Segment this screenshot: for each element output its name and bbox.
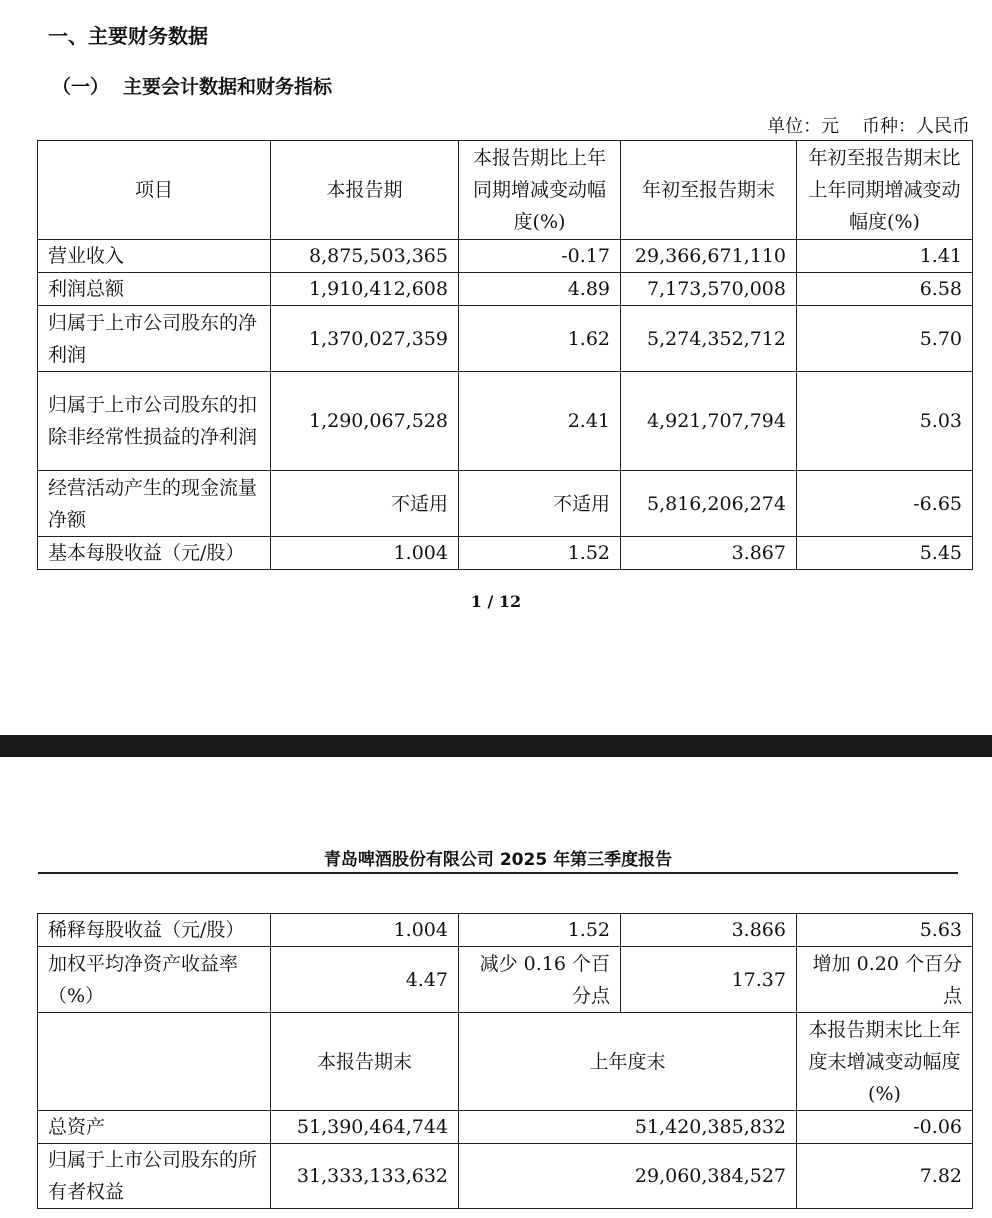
row-ytd: 3.866: [621, 914, 797, 947]
row-ytd-change: 6.58: [797, 273, 973, 306]
header-prior-year-end: 上年度末: [459, 1013, 797, 1111]
row-change: -0.06: [797, 1111, 973, 1144]
row-change: 4.89: [459, 273, 621, 306]
table-header-row: [38, 141, 973, 240]
table-row: [38, 306, 973, 372]
row-ytd: 4,921,707,794: [621, 372, 797, 471]
header-current-period: 本报告期: [271, 141, 459, 240]
row-current-end: 51,390,464,744: [271, 1111, 459, 1144]
row-current: 1,290,067,528: [271, 372, 459, 471]
financial-data-table-continued: [37, 913, 973, 1209]
row-item: 稀释每股收益（元/股）: [38, 914, 271, 947]
row-ytd-change: 增加 0.20 个百分点: [797, 947, 973, 1013]
subsection-text: 主要会计数据和财务指标: [123, 76, 333, 98]
header-empty: [38, 1013, 271, 1111]
row-current: 4.47: [271, 947, 459, 1013]
row-item: 加权平均净资产收益率（%）: [38, 947, 271, 1013]
row-ytd: 29,366,671,110: [621, 240, 797, 273]
row-ytd: 5,816,206,274: [621, 471, 797, 537]
row-change: 1.52: [459, 914, 621, 947]
header-item: 项目: [38, 141, 271, 240]
row-current: 1,370,027,359: [271, 306, 459, 372]
row-change: 1.52: [459, 537, 621, 570]
row-ytd-change: 1.41: [797, 240, 973, 273]
financial-data-table: [37, 140, 973, 570]
row-change: 减少 0.16 个百分点: [459, 947, 621, 1013]
row-item: 营业收入: [38, 240, 271, 273]
header-current-end: 本报告期末: [271, 1013, 459, 1111]
row-current: 不适用: [271, 471, 459, 537]
row-ytd: 3.867: [621, 537, 797, 570]
row-ytd-change: 5.63: [797, 914, 973, 947]
unit-label: 单位：元: [767, 116, 840, 137]
subsection-title: [52, 72, 332, 99]
currency-label: 币种：人民币: [862, 116, 970, 137]
header-balance-change: 本报告期末比上年度末增减变动幅度(%): [797, 1013, 973, 1111]
header-ytd: 年初至报告期末: [621, 141, 797, 240]
subsection-number: （一）: [52, 76, 110, 98]
table-row: [38, 240, 973, 273]
row-item: 归属于上市公司股东的扣除非经常性损益的净利润: [38, 372, 271, 471]
row-item: 归属于上市公司股东的所有者权益: [38, 1144, 271, 1209]
row-ytd: 17.37: [621, 947, 797, 1013]
row-ytd: 5,274,352,712: [621, 306, 797, 372]
table-row: [38, 1111, 973, 1144]
row-current: 1,910,412,608: [271, 273, 459, 306]
row-ytd: 7,173,570,008: [621, 273, 797, 306]
row-change: 1.62: [459, 306, 621, 372]
header-period-change: 本报告期比上年同期增减变动幅度(%): [459, 141, 621, 240]
report-header: 青岛啤酒股份有限公司 2025 年第三季度报告: [323, 850, 673, 870]
table-row: [38, 273, 973, 306]
table-row: [38, 1144, 973, 1209]
table-row: [38, 947, 973, 1013]
row-ytd-change: 5.70: [797, 306, 973, 372]
row-item: 经营活动产生的现金流量净额: [38, 471, 271, 537]
row-item: 总资产: [38, 1111, 271, 1144]
row-prior-year-end: 51,420,385,832: [459, 1111, 797, 1144]
row-current: 8,875,503,365: [271, 240, 459, 273]
row-ytd-change: -6.65: [797, 471, 973, 537]
page-number: 1 / 12: [470, 592, 522, 611]
table-row: [38, 537, 973, 570]
row-ytd-change: 5.45: [797, 537, 973, 570]
row-current: 1.004: [271, 537, 459, 570]
table-row: [38, 471, 973, 537]
header-rule: [38, 872, 958, 874]
unit-currency-line: [767, 112, 970, 138]
row-prior-year-end: 29,060,384,527: [459, 1144, 797, 1209]
table-header-row: [38, 1013, 973, 1111]
row-item: 利润总额: [38, 273, 271, 306]
section-title: 一、主要财务数据: [48, 24, 208, 48]
page-divider: [0, 735, 992, 757]
header-ytd-change: 年初至报告期末比上年同期增减变动幅度(%): [797, 141, 973, 240]
table-row: [38, 914, 973, 947]
row-current: 1.004: [271, 914, 459, 947]
row-change: 7.82: [797, 1144, 973, 1209]
row-change: 2.41: [459, 372, 621, 471]
row-item: 基本每股收益（元/股）: [38, 537, 271, 570]
row-ytd-change: 5.03: [797, 372, 973, 471]
row-current-end: 31,333,133,632: [271, 1144, 459, 1209]
row-change: -0.17: [459, 240, 621, 273]
row-item: 归属于上市公司股东的净利润: [38, 306, 271, 372]
table-row: [38, 372, 973, 471]
row-change: 不适用: [459, 471, 621, 537]
